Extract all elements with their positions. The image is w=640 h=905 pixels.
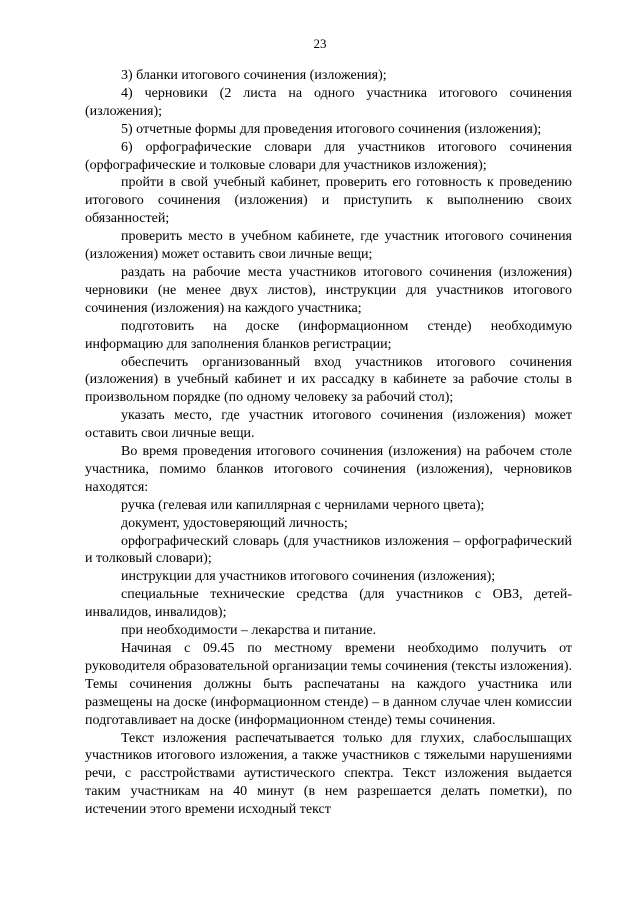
paragraph: 6) орфографические словари для участников итогового сочинения (орфографические и толковые словари для участников изложения); [85, 139, 572, 173]
paragraph: подготовить на доске (информационном стенде) необходимую информацию для заполнения бланков регистрации; [85, 318, 572, 352]
paragraph: обеспечить организованный вход участников итогового сочинения (изложения) в учебный кабинет и их рассадку в кабинете за рабочие столы в произвольном порядке (по одному человеку за рабочий стол); [85, 354, 572, 406]
paragraph: 5) отчетные формы для проведения итогового сочинения (изложения); [121, 121, 542, 137]
paragraph: орфографический словарь (для участников изложения – орфографический и толковый словари); [85, 533, 572, 567]
document-body [85, 67, 572, 819]
paragraph: пройти в свой учебный кабинет, проверить его готовность к проведению итогового сочинения (изложения) и приступить к выполнению своих обязанностей; [85, 175, 572, 227]
paragraph: проверить место в учебном кабинете, где участник итогового сочинения (изложения) может оставить свои личные вещи; [85, 229, 572, 263]
paragraph: раздать на рабочие места участников итогового сочинения (изложения) черновики (не менее двух листов), инструкции для участников итогового сочинения (изложения) на каждого участника; [85, 264, 572, 316]
paragraph: при необходимости – лекарства и питание. [121, 623, 377, 639]
page-number: 23 [313, 36, 327, 51]
paragraph: указать место, где участник итогового сочинения (изложения) может оставить свои личные вещи. [85, 408, 572, 442]
paragraph: 4) черновики (2 листа на одного участника итогового сочинения (изложения); [85, 85, 572, 119]
paragraph: специальные технические средства (для участников с ОВЗ, детей-инвалидов, инвалидов); [85, 587, 572, 621]
paragraph: Текст изложения распечатывается только для глухих, слабослышащих участников итогового изложения, а также участников с тяжелыми нарушениями речи, с расстройствами аутистического спектра. Текст изложения выдается таким участникам на 40 минут (в нем разрешается делать пометки), по истечении этого времени исходный текст [85, 730, 572, 818]
paragraph: Во время проведения итогового сочинения (изложения) на рабочем столе участника, помимо бланков итогового сочинения (изложения), черновиков находятся: [85, 444, 572, 495]
paragraph: 3) бланки итогового сочинения (изложения); [121, 68, 387, 83]
paragraph: инструкции для участников итогового сочинения (изложения); [121, 569, 496, 585]
paragraph: ручка (гелевая или капиллярная с чернилами черного цвета); [121, 497, 485, 513]
paragraph: документ, удостоверяющий личность; [121, 515, 348, 531]
paragraph: Начиная с 09.45 по местному времени необходимо получить от руководителя образовательной организации темы сочинения (тексты изложения). Темы сочинения должны быть распечатаны на каждого участника или размещены на доске (информационном стенде) – в данном случае член комиссии подготавливает на доске (информационном стенде) темы сочинения. [85, 641, 572, 728]
